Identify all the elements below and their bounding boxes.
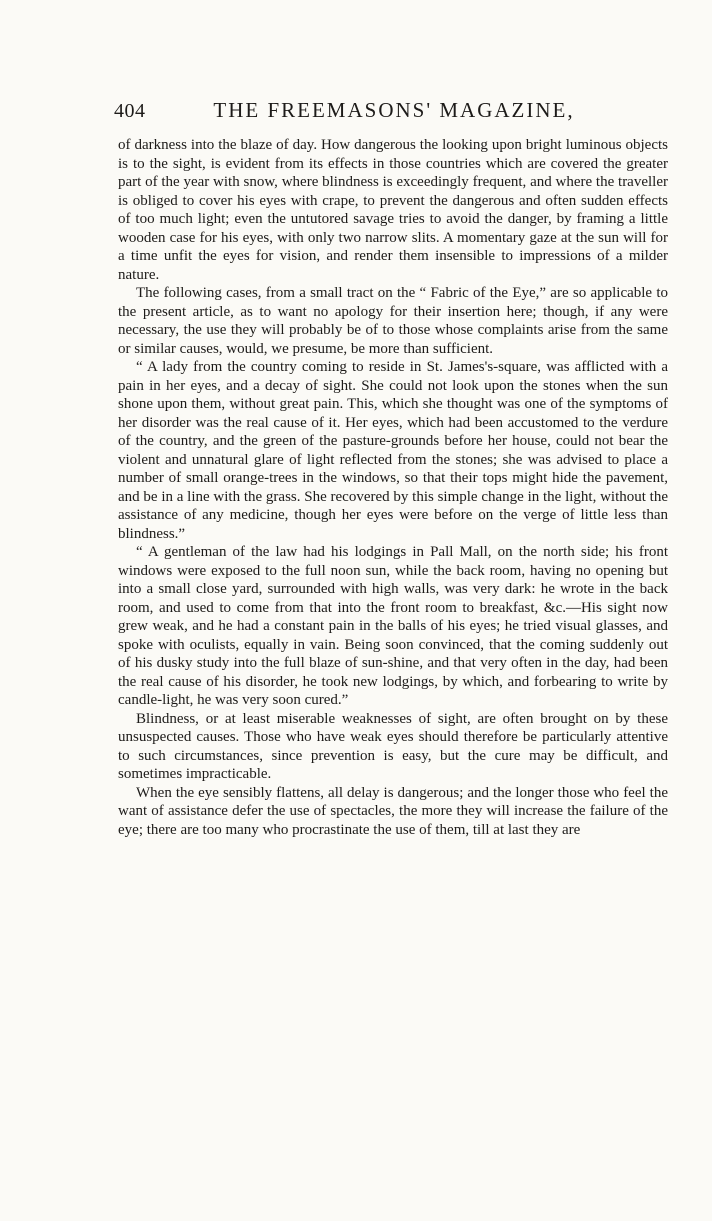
paragraph-continuation: of darkness into the blaze of day. How dangerous the looking upon bright luminous objects is to the sight, is evident from its effects in those countries which are covered the greater part of the year with snow, where blindness is exceedingly frequent, and where the traveller is obliged to cover his eyes with crape, to prevent the dangerous and often sudden effects of too much light; even the untutored savage tries to avoid the danger, by framing a little wooden case for his eyes, with only two narrow slits. A momentary gaze at the sun will for a time unfit the eyes for vision, and render them insensible to impressions of a milder nature.: [118, 137, 668, 283]
running-header: [114, 96, 674, 136]
paragraph-cases-intro: The following cases, from a small tract on the “ Fabric of the Eye,” are so applicable to the present article, as to want no apology for their insertion here; though, if any were necessary, the use they will probably be of to those whose complaints arise from the same or similar causes, would, we presume, be more than sufficient.: [118, 285, 668, 357]
article-body: [118, 136, 668, 839]
paragraph-case-lady: “ A lady from the country coming to reside in St. James's-square, was afflicted with a pain in her eyes, and a decay of sight. She could not look upon the stones when the sun shone upon them, without great pain. This, which she thought was one of the symptoms of her disorder was the real cause of it. Her eyes, which had been accustomed to the verdure of the country, and the green of the pasture-grounds before her house, could not bear the violent and unnatural glare of light reflected from the stones; she was advised to place a number of small orange-trees in the windows, so that their tops might hide the pavement, and be in a line with the grass. She recovered by this simple change in the light, without the assistance of any medicine, though her eyes were before on the verge of little less than blindness.”: [118, 359, 668, 542]
paragraph-case-gentleman: “ A gentleman of the law had his lodgings in Pall Mall, on the north side; his front windows were exposed to the full noon sun, while the back room, having no opening but into a small close yard, surrounded with high walls, was very dark: he wrote in the back room, and used to come from that into the front room to breakfast, &c.—His sight now grew weak, and he had a constant pain in the balls of his eyes; he tried visual glasses, and spoke with oculists, equally in vain. Being soon convinced, that the coming suddenly out of his dusky study into the full blaze of sun-shine, and that very often in the day, had been the real cause of his disorder, he took new lodgings, by which, and forbearing to write by candle-light, he was very soon cured.”: [118, 544, 668, 708]
page-number: 404: [114, 100, 146, 122]
paragraph-spectacles: When the eye sensibly flattens, all delay is dangerous; and the longer those who feel the want of assistance defer the use of spectacles, the more they will increase the failure of the eye; there are too many who procrastinate the use of them, till at last they are: [118, 784, 668, 838]
paragraph-blindness: Blindness, or at least miserable weaknesses of sight, are often brought on by these unsuspected causes. Those who have weak eyes should therefore be particularly attentive to such circumstances, since prevention is easy, but the cure may be difficult, and sometimes impracticable.: [118, 710, 668, 782]
running-title: THE FREEMASONS' MAGAZINE,: [213, 98, 575, 122]
